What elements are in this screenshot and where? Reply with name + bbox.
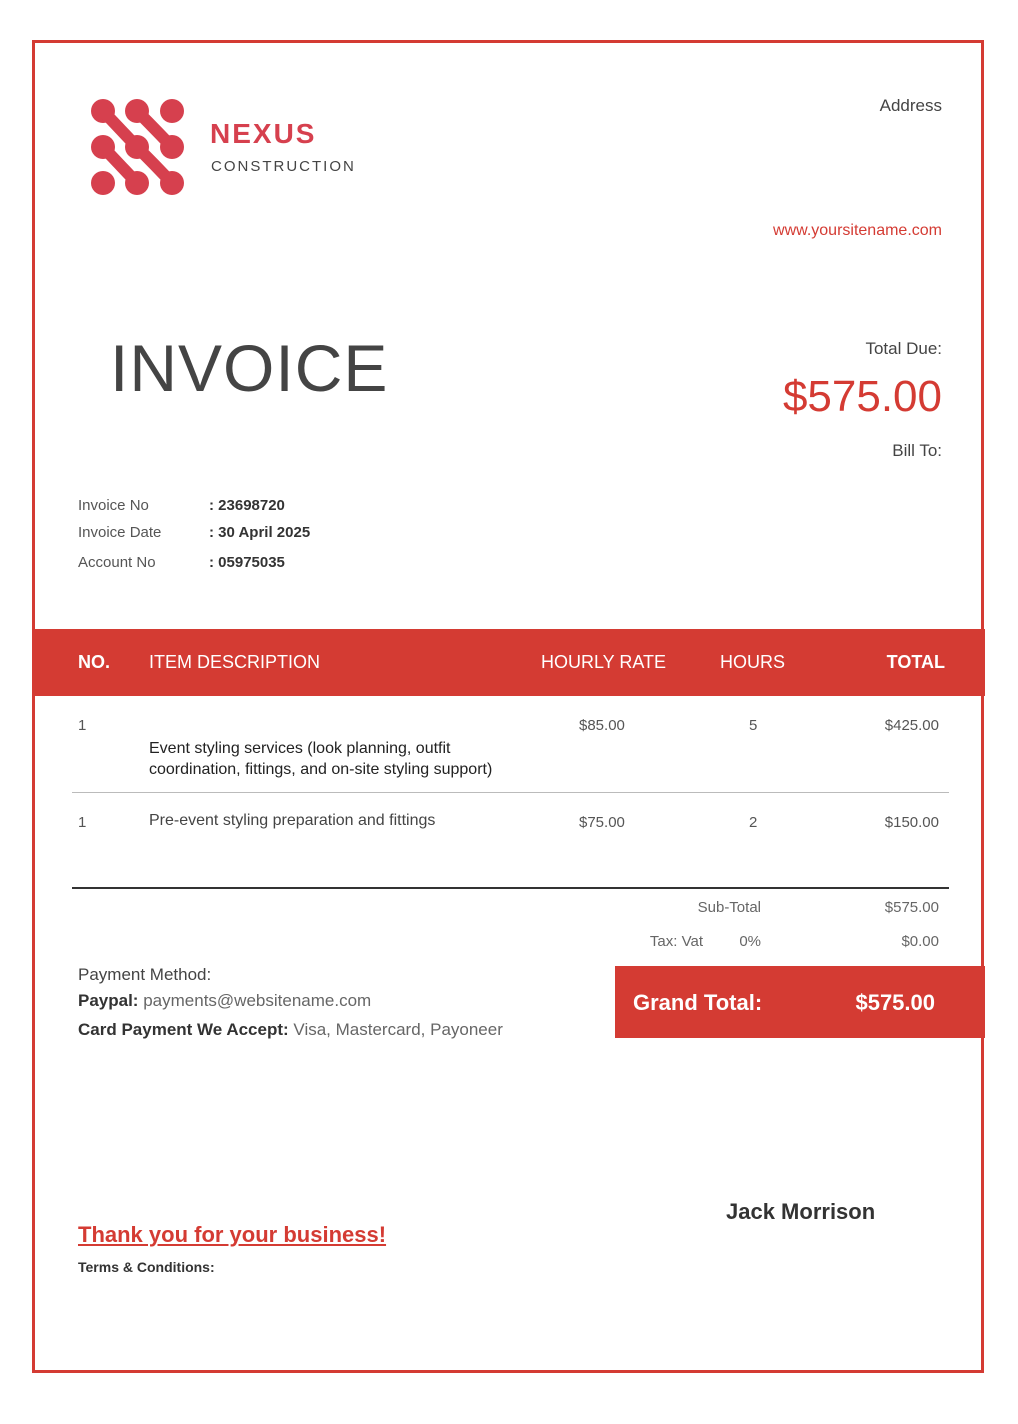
grand-total-box <box>615 966 985 1038</box>
row-description: Pre-event styling preparation and fittings <box>149 812 436 829</box>
header-total: TOTAL <box>886 652 945 672</box>
header-description: ITEM DESCRIPTION <box>149 652 321 672</box>
row-total: $425.00 <box>884 717 939 734</box>
header-rate: HOURLY RATE <box>541 652 667 672</box>
subtotal-value: $575.00 <box>884 899 939 916</box>
grand-total-value: $575.00 <box>855 990 935 1015</box>
account-no-value: : 05975035 <box>209 554 285 571</box>
signature-name: Jack Morrison <box>726 1199 876 1224</box>
tax-label: Tax: Vat <box>649 933 703 950</box>
tax-rate: 0% <box>739 933 761 950</box>
payment-method-label: Payment Method: <box>78 965 212 984</box>
total-due-label: Total Due: <box>865 339 942 358</box>
card-payment-line <box>78 1020 503 1040</box>
card-payment-value: Visa, Mastercard, Payoneer <box>293 1020 503 1039</box>
paypal-value: payments@websitename.com <box>143 991 372 1010</box>
tax-value: $0.00 <box>901 933 939 950</box>
invoice-no-label: Invoice No <box>78 497 149 514</box>
brand-subtitle: CONSTRUCTION <box>211 158 356 175</box>
grand-total-label: Grand Total: <box>633 990 763 1015</box>
website-link[interactable]: www.yoursitename.com <box>773 222 942 239</box>
address-label: Address <box>879 96 942 115</box>
row-description: Event styling services (look planning, outfit coordination, fittings, and on-site styling support) <box>149 740 493 778</box>
row-divider <box>72 792 949 793</box>
invoice-no-value: : 23698720 <box>209 497 285 514</box>
header-hours: HOURS <box>720 652 786 672</box>
row-hours: 2 <box>749 814 758 831</box>
row-no: 1 <box>78 717 87 734</box>
row-hours: 5 <box>749 717 758 734</box>
table-header <box>35 629 985 696</box>
page-title: INVOICE <box>110 331 389 405</box>
row-total: $150.00 <box>884 814 939 831</box>
header-no: NO. <box>78 652 111 672</box>
paypal-label: Paypal: <box>78 991 139 1010</box>
table-end-divider <box>72 887 949 889</box>
invoice-date-value: : 30 April 2025 <box>209 524 311 541</box>
subtotal-label: Sub-Total <box>697 899 761 916</box>
row-rate: $85.00 <box>579 717 625 734</box>
bill-to-label: Bill To: <box>892 441 942 460</box>
paypal-line <box>78 991 371 1011</box>
invoice-date-label: Invoice Date <box>78 524 162 541</box>
nexus-dots-logo-icon <box>89 96 187 198</box>
account-no-label: Account No <box>78 554 156 571</box>
brand-name: NEXUS <box>210 118 317 149</box>
row-no: 1 <box>78 814 87 831</box>
terms-label: Terms & Conditions: <box>78 1259 215 1275</box>
row-rate: $75.00 <box>579 814 625 831</box>
total-due-value: $575.00 <box>782 372 942 421</box>
thank-you-message: Thank you for your business! <box>78 1222 387 1247</box>
card-payment-label: Card Payment We Accept: <box>78 1020 289 1039</box>
